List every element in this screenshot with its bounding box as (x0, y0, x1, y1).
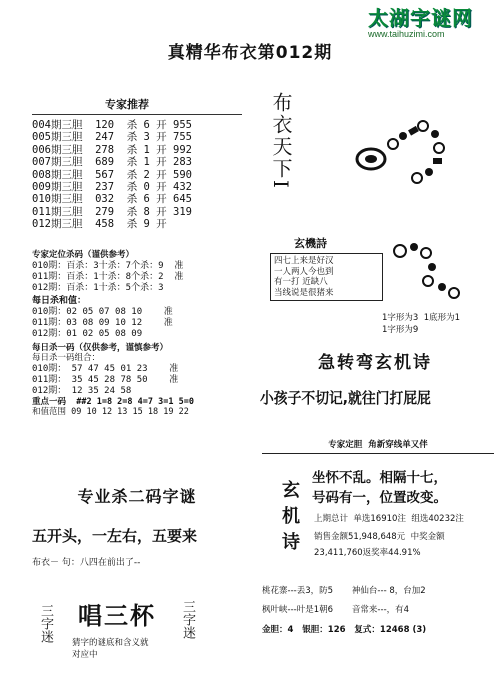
mystery-poem-box (270, 253, 383, 301)
expert-row: 004期三胆 120 杀 6 开 955 (32, 119, 192, 131)
sanzimi-left: 三字迷 (38, 604, 53, 643)
mystery-poem-heading: 玄機詩 (294, 237, 327, 250)
expert-poem-line: 坐怀不乱。相隔十七， (312, 470, 447, 486)
xuanji-vertical-title: 玄机诗 (279, 480, 300, 558)
expert-heading: 专家推荐 (105, 98, 149, 111)
daily-one-heading: 每日杀一码（仅供参考，谨慎参考） (32, 342, 169, 353)
logo-name: 太湖字谜网 (368, 6, 473, 30)
changsanbei-title: 唱三杯 (78, 602, 156, 630)
poem-line: 四七上来是好汉 (274, 256, 334, 266)
mystery-poem-panel (270, 235, 470, 335)
expert-box (262, 440, 494, 568)
bead-decoration-icon (388, 235, 468, 305)
dingwei-row: 010期：百杀：3十杀：7个杀：9 准 (32, 260, 184, 271)
daily-kill-row: 012期：01 02 05 08 09 (32, 328, 143, 339)
dingwei-row: 012期：百杀：1十杀：5个杀：3 (32, 282, 164, 293)
buyi-sentence: 布衣－ 句：八四在前出了-- (32, 558, 141, 568)
huahuatiao-row: 桃花寨---丢3，防5 神仙台--- 8，台加2 (262, 586, 426, 596)
expert-poem-line: 号码有一，位置改变。 (312, 490, 447, 506)
jizhuan-heading: 急转弯玄机诗 (318, 353, 432, 373)
expert-row: 011期三胆 279 杀 8 开 319 (32, 205, 192, 218)
kill-two-heading: 专业杀二码字谜 (77, 487, 197, 506)
dingwei-heading: 专家定位杀码（谨供参考） (32, 250, 135, 260)
expert-row: 006期三胆 278 杀 1 开 992 (32, 143, 192, 156)
huahuatiao-footer: 金胆：4 银胆：126 复式：12468 (3) (262, 625, 427, 635)
daily-one-row: 010期： 57 47 45 01 23 准 (32, 363, 179, 374)
expert-row: 008期三胆 567 杀 2 开 590 (32, 168, 192, 181)
expert-row: 005期三胆 247 杀 3 开 755 (32, 131, 192, 144)
divider (32, 114, 242, 115)
expert-row: 007期三胆 689 杀 1 开 283 (32, 156, 192, 169)
necklace-decoration-icon (343, 104, 463, 194)
expert-row: 010期三胆 032 杀 6 开 645 (32, 193, 192, 206)
expert-box-header: 专家定胆 角新穿线单又伴 (262, 440, 494, 454)
jizhuan-panel (260, 348, 480, 408)
hezhi-range: 和值范围 09 10 12 13 15 18 19 22 (32, 407, 189, 417)
jizhuan-text: 小孩子不切记,就往门打屁屁 (260, 389, 431, 407)
dingwei-row: 011期：百杀：1十杀：8个杀：2 准 (32, 271, 184, 282)
changsanbei-note: 猜字的谜底和含义就 (72, 638, 149, 648)
sanzimi-right: 三字迷 (180, 600, 195, 639)
changsanbei-note: 对应中 (72, 650, 98, 660)
sales-line: 上期总计 单选16910注 组选40232注 (314, 514, 464, 524)
kill-two-text: 五开头，一左右，五要来 (32, 527, 198, 545)
focus-code: 重点一码 ##2 1=8 2=8 4=7 3=1 5=0 (32, 396, 194, 407)
poem-line: 有一打 近缺八 (274, 277, 328, 287)
huahuatiao-panel (262, 586, 496, 636)
poem-line: 一人两人今也到 (274, 266, 334, 277)
sales-line: 销售金额51,948,648元 中奖金额 (314, 532, 445, 542)
buyi-vertical-text: 布衣天下I (269, 92, 293, 190)
dingwei-panel (32, 250, 242, 418)
site-logo (368, 2, 498, 42)
expert-row: 012期三胆 458 杀 9 开 (32, 218, 167, 231)
poem-note: 1字形为3 1底形为1 (382, 313, 461, 323)
expert-panel (32, 96, 242, 231)
daily-one-sub: 每日杀一码组合： (32, 353, 101, 363)
poem-note: 1字形为9 (382, 325, 419, 335)
expert-row: 009期三胆 237 杀 0 开 432 (32, 181, 192, 194)
page-title: 真精华布衣第012期 (167, 43, 333, 63)
sales-line: 23,411,760返奖率44.91% (314, 548, 421, 558)
daily-kill-heading: 每日杀和值： (32, 295, 87, 306)
kill-two-panel (32, 484, 242, 569)
buyi-tianxia-panel (263, 92, 463, 222)
huahuatiao-row: 枫叶峡---叶是1朝6 音常来---，有4 (262, 604, 410, 615)
daily-one-row: 011期： 35 45 28 78 50 准 (32, 374, 179, 385)
daily-one-row: 012期： 12 35 24 58 (32, 385, 132, 396)
poem-line: 当线说是很猪来 (274, 287, 334, 298)
daily-kill-row: 011期：03 08 09 10 12 准 (32, 317, 173, 328)
daily-kill-row: 010期：02 05 07 08 10 准 (32, 306, 173, 317)
changsanbei-panel (32, 596, 222, 686)
logo-url: www.taihuzimi.com (368, 29, 445, 39)
